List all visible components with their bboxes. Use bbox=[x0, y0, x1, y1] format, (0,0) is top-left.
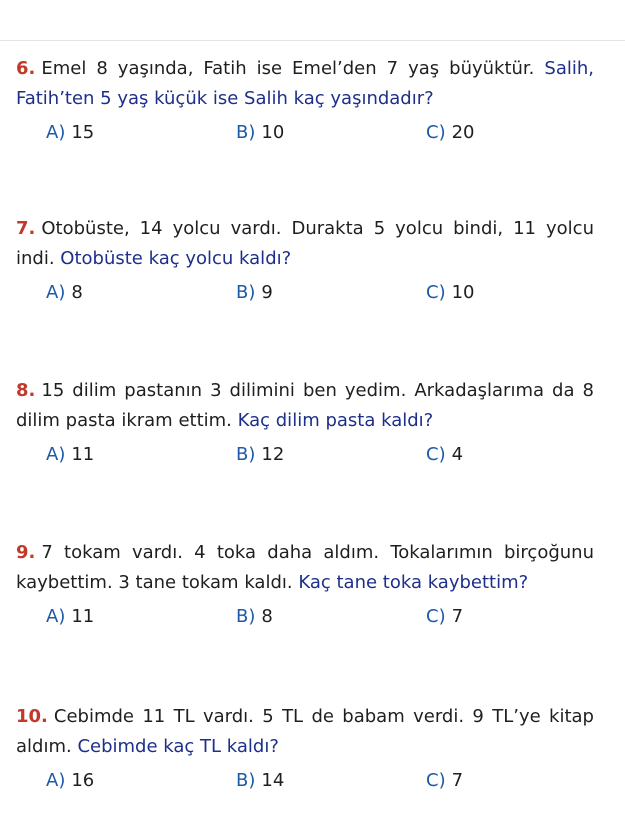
option-a[interactable] bbox=[46, 766, 94, 796]
option-b[interactable] bbox=[236, 440, 284, 470]
question-number: 6. bbox=[16, 58, 36, 79]
top-divider bbox=[0, 40, 625, 41]
question-statement: Emel 8 yaşında, Fatih ise Emel’den 7 yaş büyüktür. bbox=[41, 58, 535, 79]
option-letter: A) bbox=[46, 282, 66, 303]
question-6 bbox=[16, 54, 594, 148]
question-text bbox=[16, 376, 594, 436]
option-value: 14 bbox=[261, 770, 285, 791]
option-value: 10 bbox=[451, 282, 475, 303]
question-number: 9. bbox=[16, 542, 36, 563]
option-c[interactable] bbox=[426, 118, 475, 148]
answer-options bbox=[16, 278, 594, 308]
option-letter: B) bbox=[236, 606, 256, 627]
option-letter: B) bbox=[236, 122, 256, 143]
option-a[interactable] bbox=[46, 602, 94, 632]
option-letter: A) bbox=[46, 770, 66, 791]
question-text bbox=[16, 214, 594, 274]
option-letter: B) bbox=[236, 444, 256, 465]
question-text bbox=[16, 702, 594, 762]
question-statement: Otobüste, 14 yolcu vardı. Durakta 5 yolcu bindi, 11 yolcu indi. bbox=[16, 218, 594, 269]
option-b[interactable] bbox=[236, 766, 284, 796]
option-letter: B) bbox=[236, 770, 256, 791]
option-value: 12 bbox=[261, 444, 285, 465]
question-9 bbox=[16, 538, 594, 632]
option-value: 8 bbox=[261, 606, 273, 627]
option-value: 7 bbox=[451, 606, 464, 627]
answer-options bbox=[16, 118, 594, 148]
option-letter: C) bbox=[426, 770, 446, 791]
question-8 bbox=[16, 376, 594, 470]
option-letter: A) bbox=[46, 444, 66, 465]
option-value: 4 bbox=[451, 444, 464, 465]
option-b[interactable] bbox=[236, 118, 284, 148]
option-c[interactable] bbox=[426, 602, 463, 632]
option-value: 11 bbox=[71, 606, 95, 627]
option-a[interactable] bbox=[46, 278, 83, 308]
question-text bbox=[16, 54, 594, 114]
option-letter: C) bbox=[426, 606, 446, 627]
question-number: 8. bbox=[16, 380, 36, 401]
option-c[interactable] bbox=[426, 440, 463, 470]
option-a[interactable] bbox=[46, 440, 94, 470]
option-value: 10 bbox=[261, 122, 285, 143]
question-text bbox=[16, 538, 594, 598]
option-value: 20 bbox=[451, 122, 475, 143]
option-value: 11 bbox=[71, 444, 95, 465]
question-ask: Otobüste kaç yolcu kaldı? bbox=[60, 248, 292, 269]
question-7 bbox=[16, 214, 594, 308]
option-c[interactable] bbox=[426, 766, 463, 796]
option-letter: B) bbox=[236, 282, 256, 303]
option-value: 15 bbox=[71, 122, 95, 143]
option-value: 16 bbox=[71, 770, 95, 791]
question-statement: Cebimde 11 TL vardı. 5 TL de babam verdi. 9 TL’ye kitap aldım. bbox=[16, 706, 594, 757]
option-value: 9 bbox=[261, 282, 273, 303]
option-letter: C) bbox=[426, 444, 446, 465]
option-letter: A) bbox=[46, 606, 66, 627]
question-number: 7. bbox=[16, 218, 36, 239]
option-value: 8 bbox=[71, 282, 83, 303]
question-ask: Salih, Fatih’ten 5 yaş küçük ise Salih kaç yaşındadır? bbox=[16, 58, 594, 109]
question-ask: Kaç tane toka kaybettim? bbox=[298, 572, 529, 593]
option-letter: A) bbox=[46, 122, 66, 143]
question-ask: Kaç dilim pasta kaldı? bbox=[237, 410, 434, 431]
answer-options bbox=[16, 602, 594, 632]
option-b[interactable] bbox=[236, 278, 273, 308]
option-b[interactable] bbox=[236, 602, 273, 632]
option-letter: C) bbox=[426, 122, 446, 143]
question-ask: Cebimde kaç TL kaldı? bbox=[77, 736, 279, 757]
answer-options bbox=[16, 440, 594, 470]
option-letter: C) bbox=[426, 282, 446, 303]
answer-options bbox=[16, 766, 594, 796]
question-statement: 7 tokam vardı. 4 toka daha aldım. Tokalarımın birçoğunu kaybettim. 3 tane tokam kaldı. bbox=[16, 542, 594, 593]
option-c[interactable] bbox=[426, 278, 475, 308]
option-a[interactable] bbox=[46, 118, 94, 148]
option-value: 7 bbox=[451, 770, 464, 791]
question-number: 10. bbox=[16, 706, 48, 727]
question-10 bbox=[16, 702, 594, 796]
question-statement: 15 dilim pastanın 3 dilimini ben yedim. Arkadaşlarıma da 8 dilim pasta ikram ettim. bbox=[16, 380, 594, 431]
